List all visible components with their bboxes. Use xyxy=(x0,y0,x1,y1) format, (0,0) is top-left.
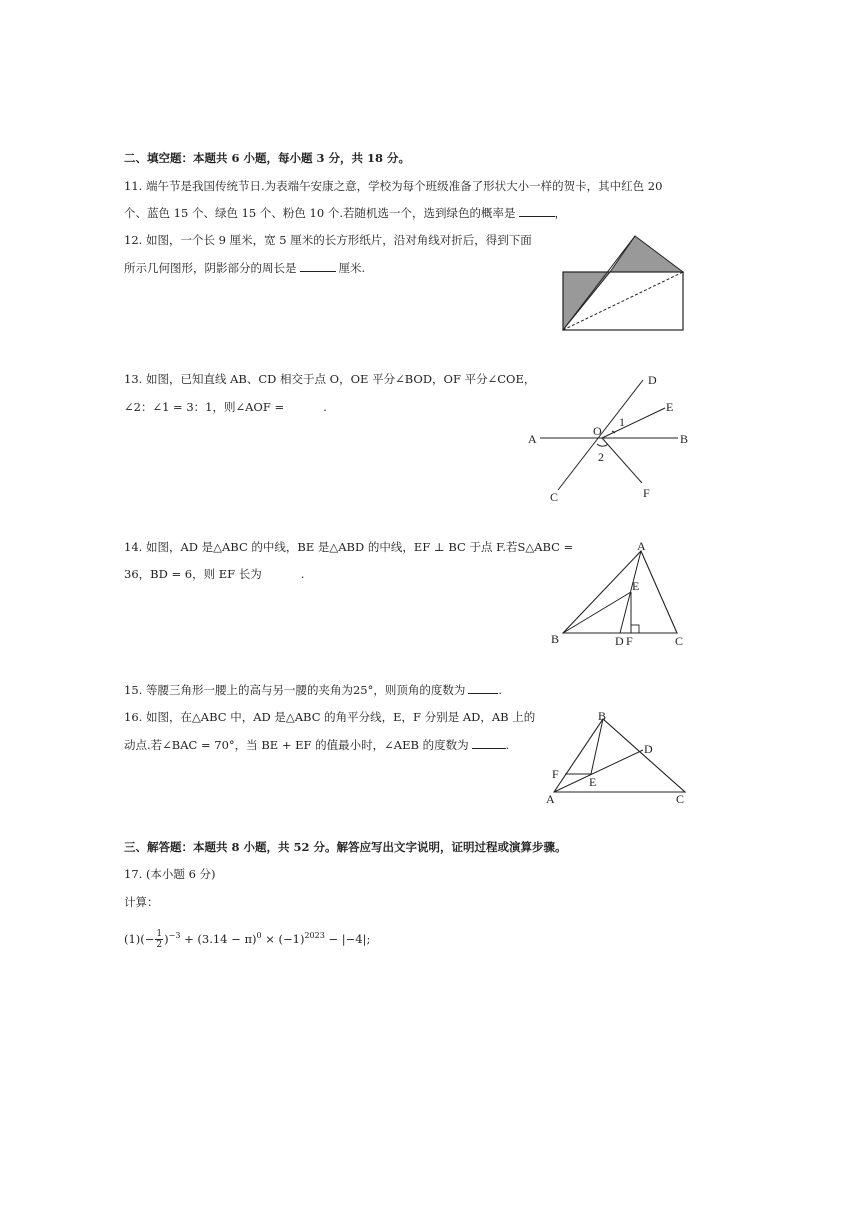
q13-label-o: O xyxy=(593,424,602,438)
q13-label-c: C xyxy=(550,490,559,504)
q17-exp-1: −3 xyxy=(168,931,181,940)
q17-prompt: 计算： xyxy=(124,895,159,909)
q13-angle-2-arc xyxy=(597,444,608,446)
q14-answer-blank xyxy=(265,567,301,578)
q17-exp-3: 2023 xyxy=(304,931,325,940)
q14-label-e: E xyxy=(632,579,640,593)
q15-line-1 xyxy=(124,682,502,698)
q13-figure xyxy=(520,365,700,505)
section-2-header: 二、填空题：本题共 6 小题，每小题 3 分，共 18 分。 xyxy=(124,151,411,165)
q17-expression: (1)(− $\frac{1}{2}$ )$^{-3} + (3.14 - \pi)^0 \times (-1)^{2023} - |-4|$; xyxy=(124,929,371,951)
q17-expr-end: − |−4|; xyxy=(324,931,371,946)
q15-end: . xyxy=(498,683,502,697)
q12-end: 厘米. xyxy=(338,261,366,275)
q13-line-2 xyxy=(124,399,327,415)
q13-label-d: D xyxy=(648,373,657,387)
q14-label-b: B xyxy=(551,632,560,646)
q13-label-b: B xyxy=(680,432,689,446)
q17-expr-mid2: × (−1) xyxy=(261,931,305,946)
section-3-header: 三、解答题：本题共 8 小题，共 52 分。解答应写出文字说明，证明过程或演算步骤。 xyxy=(124,840,567,854)
q16-text: 动点.若∠BAC = 70°，当 BE + EF 的值最小时，∠AEB 的度数为 xyxy=(124,738,469,752)
q14-line-1: 14. 如图，AD 是△ABC 的中线，BE 是△ABD 的中线，EF ⊥ BC 于点 F.若S△ABC = xyxy=(124,540,574,554)
q17-frac-den: 2 xyxy=(156,940,163,951)
q11-line-2 xyxy=(124,205,566,221)
q16-answer-blank xyxy=(472,737,506,749)
q14-median-be xyxy=(563,592,631,633)
q13-ray-oe xyxy=(602,408,665,438)
q13-label-f: F xyxy=(643,486,650,500)
q17-title: 17. (本小题 6 分) xyxy=(124,867,216,881)
q14-label-c: C xyxy=(675,634,684,648)
q13-end: . xyxy=(323,400,327,414)
q16-line-1: 16. 如图，在△ABC 中，AD 是△ABC 的角平分线，E，F 分别是 AD，AB 上的 xyxy=(124,710,536,724)
q13-line-1: 13. 如图，已知直线 AB、CD 相交于点 O，OE 平分∠BOD，OF 平分∠COE， xyxy=(124,372,536,386)
q16-label-b: B xyxy=(598,709,607,723)
q13-text: ∠2：∠1 = 3：1，则∠AOF = xyxy=(124,400,285,414)
q11-text: 个、蓝色 15 个、绿色 15 个、粉色 10 个.若随机选一个，选到绿色的概率是 xyxy=(124,206,516,220)
q17-expr-mid: + (3.14 − π) xyxy=(180,931,257,946)
q13-label-e: E xyxy=(666,400,674,414)
q15-answer-blank xyxy=(468,682,498,694)
q13-label-2: 2 xyxy=(598,450,604,464)
q16-label-f: F xyxy=(552,767,559,781)
q15-text: 15. 等腰三角形一腰上的高与另一腰的夹角为25°，则顶角的度数为 xyxy=(124,683,466,697)
q13-answer-blank xyxy=(287,400,323,411)
q16-end: . xyxy=(505,738,510,752)
q16-label-c: C xyxy=(676,792,685,806)
q12-text: 所示几何图形，阴影部分的周长是 xyxy=(124,261,297,275)
q12-line-2 xyxy=(124,260,365,276)
q16-line-2 xyxy=(124,737,509,753)
q11-answer-blank xyxy=(519,205,555,217)
q14-label-f: F xyxy=(626,634,633,648)
q16-label-a: A xyxy=(546,792,555,806)
q14-label-d: D xyxy=(615,634,624,648)
q17-exp-2: 0 xyxy=(256,931,262,940)
q13-label-a: A xyxy=(528,432,537,446)
q16-bisector-ad xyxy=(554,750,643,792)
q14-label-a: A xyxy=(637,539,646,553)
q17-fraction xyxy=(155,929,163,950)
q12-answer-blank xyxy=(300,260,336,272)
q11-end: ， xyxy=(554,206,566,220)
q14-end: . xyxy=(300,567,305,581)
q12-line-1: 12. 如图，一个长 9 厘米，宽 5 厘米的长方形纸片，沿对角线对折后，得到下面 xyxy=(124,233,532,247)
q13-label-1: 1 xyxy=(619,415,625,429)
q16-label-e: E xyxy=(589,775,597,789)
q16-label-d: D xyxy=(644,742,653,756)
q14-line-2 xyxy=(124,566,304,582)
q11-line-1: 11. 端午节是我国传统节日.为表端午安康之意，学校为每个班级准备了形状大小一样的贺卡，其中红色 20 xyxy=(124,179,663,193)
q14-figure xyxy=(545,538,695,653)
q14-right-angle-mark xyxy=(631,625,639,633)
q17-frac-num: 1 xyxy=(156,929,163,940)
q16-figure xyxy=(540,707,695,809)
q13-ray-of xyxy=(602,438,642,483)
q17-expr-prefix: (1)(− xyxy=(124,931,155,946)
q14-text: 36，BD = 6，则 EF 长为 xyxy=(124,567,262,581)
q16-triangle-abc xyxy=(554,719,685,792)
q12-figure xyxy=(555,232,695,338)
q14-triangle-abc xyxy=(563,551,677,633)
